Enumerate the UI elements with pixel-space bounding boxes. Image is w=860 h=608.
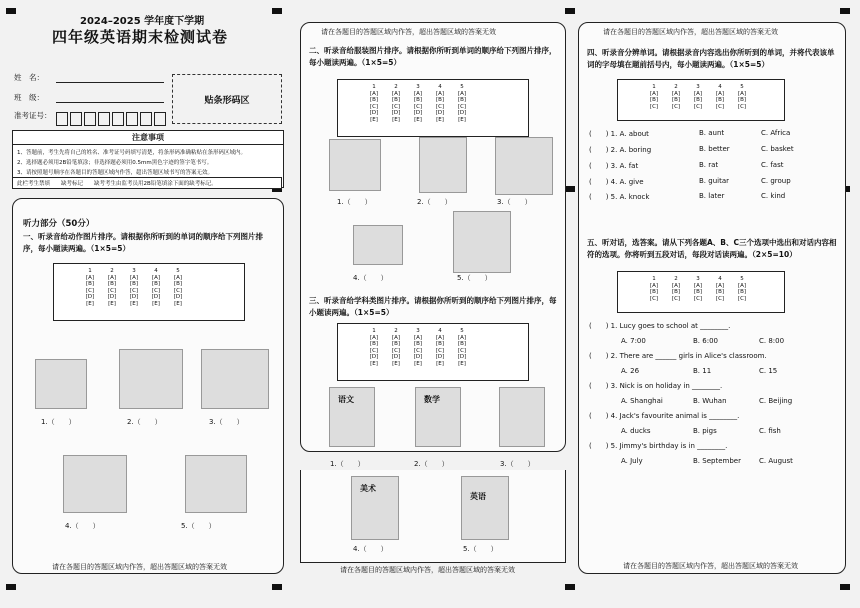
sec3-label-3[interactable]: 3.（ ） [500,460,535,468]
corner-mark [840,8,850,14]
sec2-label-5[interactable]: 5.（ ） [457,274,492,282]
sec5-q5[interactable]: ( ) 5. Jimmy's birthday is in ________. [589,442,728,450]
sec3-label-2[interactable]: 2.（ ） [414,460,449,468]
sec3-label-4[interactable]: 4.（ ） [353,545,388,553]
sec5-q2-a: A. 26 [621,367,640,375]
grid-column-2[interactable]: 2 [A] [B] [C] [671,84,681,110]
grid-column-4[interactable]: 4 [A] [B] [C] [715,84,725,110]
corner-mark [272,8,282,14]
grid-column-5[interactable]: 5 [A] [B] [C] [D] [E] [457,84,467,123]
pic-girl-watching-tv [201,349,269,409]
pic-shirt [495,137,553,195]
pic-girl-reading [185,455,247,513]
sec5-q3-a: A. Shanghai [621,397,663,405]
sec4-q3-c: C. fast [761,161,784,169]
exam-title: 四年级英语期末检测试卷 [52,28,229,46]
col2-lower-panel [300,470,566,563]
sec4-q4-c: C. group [761,177,791,185]
section5-title: 五、听对话，选答案。请从下列各题A、B、C三个选项中选出和对话内容相符的选项。你将听到五段对话，每段对话读两遍。（2×5=10） [587,238,837,259]
grid-column-1[interactable]: 1 [A] [B] [C] [D] [E] [369,84,379,123]
barcode-area [172,74,282,124]
grid-column-2[interactable]: 2 [A] [B] [C] [D] [E] [391,84,401,123]
section4-answer-grid[interactable] [617,79,785,121]
section1-answer-grid[interactable] [53,263,245,321]
pic-book-math [415,387,461,447]
pic-tie [419,137,467,193]
sec5-q4-a: A. ducks [621,427,651,435]
sec5-q5-b: B. September [693,457,741,465]
pic-boy-riding-horse [119,349,183,409]
sec4-q2[interactable]: ( ) 2. A. boring [589,146,652,154]
class-field[interactable] [56,102,164,103]
grid-column-3[interactable]: 3 [A] [B] [C] [D] [E] [129,268,139,307]
corner-mark [6,8,16,14]
sec5-q4-b: B. pigs [693,427,717,435]
sec4-q3[interactable]: ( ) 3. A. fat [589,162,639,170]
sec1-label-2[interactable]: 2.（ ） [127,418,162,426]
corner-mark [565,8,575,14]
book-title-art: 美术 [360,484,376,493]
corner-mark [272,584,282,590]
grid-column-5[interactable]: 5 [A] [B] [C] [D] [E] [173,268,183,307]
section3-answer-grid[interactable] [337,323,529,381]
sec5-q2-c: C. 15 [759,367,778,375]
grid-column-2[interactable]: 2 [A] [B] [C] [671,276,681,302]
corner-mark [565,186,575,192]
bottom-notice-3: 请在各题目的答题区域内作答，超出答题区域的答案无效 [623,562,798,570]
section1-title: 一、听录音给动作图片排序。请根据你所听到的单词的顺序给下列图片排序，每小题读两遍。（1×5=5） [23,232,263,253]
id-boxes[interactable] [56,108,168,127]
sec2-label-4[interactable]: 4.（ ） [353,274,388,282]
grid-column-5[interactable]: 5 [A] [B] [C] [737,84,747,110]
sec4-q5-c: C. kind [761,192,786,200]
grid-column-4[interactable]: 4 [A] [B] [C] [715,276,725,302]
grid-column-2[interactable]: 2 [A] [B] [C] [D] [E] [107,268,117,307]
name-label: 姓 名： [14,73,44,82]
sec1-label-4[interactable]: 4.（ ） [65,522,100,530]
grid-column-3[interactable]: 3 [A] [B] [C] [693,84,703,110]
sec3-label-1[interactable]: 1.（ ） [330,460,365,468]
col1-answer-panel [12,198,284,574]
grid-column-2[interactable]: 2 [A] [B] [C] [D] [E] [391,328,401,367]
pic-book-art [351,476,399,540]
sec1-label-1[interactable]: 1.（ ） [41,418,76,426]
section2-title: 二、听录音给服装图片排序。请根据你所听到单词的顺序给下列图片排序，每小题读两遍。（1×5=5） [309,46,557,67]
grid-column-3[interactable]: 3 [A] [B] [C] [D] [E] [413,84,423,123]
sec5-q3[interactable]: ( ) 3. Nick is on holiday in ________. [589,382,723,390]
sec2-label-1[interactable]: 1.（ ） [337,198,372,206]
pic-book-english [461,476,509,540]
corner-mark [840,584,850,590]
section2-answer-grid[interactable] [337,79,529,137]
sec4-q4[interactable]: ( ) 4. A. give [589,178,644,186]
book-title-chinese: 语文 [338,395,354,404]
corner-mark [6,584,16,590]
sec4-q2-c: C. basket [761,145,794,153]
exam-year: 2024–2025 学年度下学期 [80,16,205,27]
sec2-label-2[interactable]: 2.（ ） [417,198,452,206]
sec4-q1[interactable]: ( ) 1. A. about [589,130,649,138]
top-notice-2: 请在各题目的答题区域内作答，超出答题区域的答案无效 [321,28,496,36]
notes-line-1: 1、答题前，考生先将自己的姓名、准考证号码填写清楚，将条形码准确粘贴在条形码区域内。 [17,150,247,156]
grid-column-5[interactable]: 5 [A] [B] [C] [D] [E] [457,328,467,367]
sec1-label-5[interactable]: 5.（ ） [181,522,216,530]
sec3-label-5[interactable]: 5.（ ） [463,545,498,553]
grid-column-1[interactable]: 1 [A] [B] [C] [D] [E] [369,328,379,367]
section3-title: 三、听录音给学科类图片排序。请根据你所听到的顺序给下列图片排序，每小题读两遍。（1×5=5） [309,296,557,317]
grid-column-3[interactable]: 3 [A] [B] [C] [D] [E] [413,328,423,367]
sec2-label-3[interactable]: 3.（ ） [497,198,532,206]
grid-column-4[interactable]: 4 [A] [B] [C] [D] [E] [151,268,161,307]
sec5-q3-b: B. Wuhan [693,397,727,405]
grid-column-4[interactable]: 4 [A] [B] [C] [D] [E] [435,84,445,123]
pic-book-science [499,387,545,447]
grid-column-1[interactable]: 1 [A] [B] [C] [649,276,659,302]
sec5-q1-c: C. 8:00 [759,337,785,345]
sec5-q4-c: C. fish [759,427,781,435]
grid-column-1[interactable]: 1 [A] [B] [C] [D] [E] [85,268,95,307]
sec4-q1-c: C. Africa [761,129,791,137]
sec5-q1-a: A. 7:00 [621,337,646,345]
sec5-q1[interactable]: ( ) 1. Lucy goes to school at ________. [589,322,731,330]
sec5-q3-c: C. Beijing [759,397,793,405]
sec1-label-3[interactable]: 3.（ ） [209,418,244,426]
grid-column-1[interactable]: 1 [A] [B] [C] [649,84,659,110]
sec5-q4[interactable]: ( ) 4. Jack's favourite animal is ________. [589,412,740,420]
corner-mark [565,584,575,590]
col2-answer-panel [300,22,566,452]
notes-line-2: 2、选择题必须用2B铅笔填涂；非选择题必须用0.5mm黑色字迹的签字笔书写。 [17,160,213,166]
book-title-math: 数学 [424,395,440,404]
notes-line-3: 3、请按照题号顺序在各题目的答题区域内作答，超出答题区域书写的答案无效。 [17,170,214,176]
sec4-q1-b: B. aunt [699,129,725,137]
bottom-notice-2: 请在各题目的答题区域内作答，超出答题区域的答案无效 [340,566,515,574]
sec4-q5[interactable]: ( ) 5. A. knock [589,193,650,201]
col3-answer-panel [578,22,846,574]
sec4-q4-b: B. guitar [699,177,729,185]
sec5-q1-b: B. 6:00 [693,337,718,345]
section5-answer-grid[interactable] [617,271,785,313]
bottom-notice-1: 请在各题目的答题区域内作答，超出答题区域的答案无效 [52,563,227,571]
sec5-q5-c: C. August [759,457,793,465]
pic-shoes [353,225,403,265]
pic-jacket [329,139,381,191]
pic-boy-drawing [35,359,87,409]
top-notice-3: 请在各题目的答题区域内作答，超出答题区域的答案无效 [603,28,778,36]
sec5-q2-b: B. 11 [693,367,712,375]
grid-column-5[interactable]: 5 [A] [B] [C] [737,276,747,302]
sec5-q2[interactable]: ( ) 2. There are ______ girls in Alice's classroom. [589,352,767,360]
pic-boy-swimming [63,455,127,513]
id-label: 准考证号： [14,111,52,120]
section4-title: 四、听录音分辨单词。请根据录音内容选出你所听到的单词，并将代表该单词的字母填在题前括号内，每小题读两遍。（1×5=5） [587,48,835,69]
class-label: 班 级： [14,93,44,102]
barcode-label: 贴条形码区 [204,95,250,106]
pic-book-chinese [329,387,375,447]
absent-strip [12,177,282,189]
book-title-english: 英语 [470,492,486,501]
pic-trousers [453,211,511,273]
sec4-q2-b: B. better [699,145,730,153]
name-field[interactable] [56,82,164,83]
sec5-q5-a: A. July [621,457,643,465]
grid-column-4[interactable]: 4 [A] [B] [C] [D] [E] [435,328,445,367]
absent-strip-text: 此栏考生禁填 缺考标记 缺考考生由监考员用2B铅笔填涂下面的缺考标记。 [17,181,217,187]
sec4-q3-b: B. rat [699,161,719,169]
grid-column-3[interactable]: 3 [A] [B] [C] [693,276,703,302]
sec4-q5-b: B. later [699,192,725,200]
listening-part-title: 听力部分（50分） [23,219,95,229]
notes-title: 注意事项 [13,131,283,145]
